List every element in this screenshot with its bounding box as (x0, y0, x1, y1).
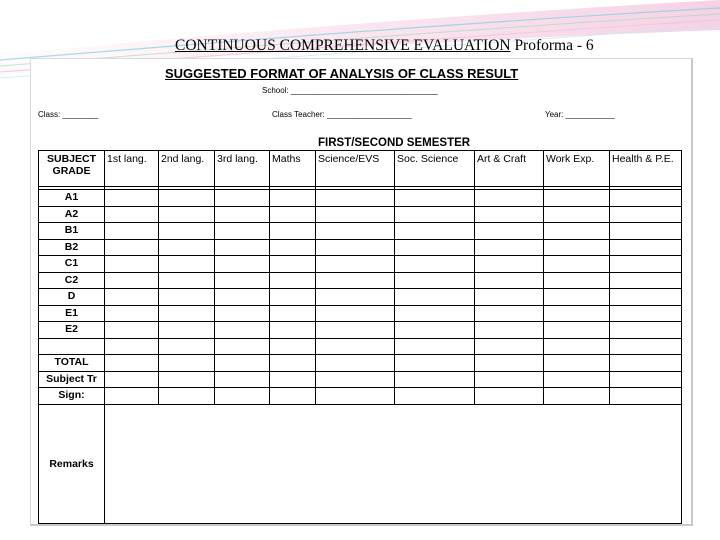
cell[interactable] (105, 256, 159, 273)
sign-row (39, 388, 682, 405)
cell[interactable] (105, 388, 159, 405)
cell[interactable] (544, 272, 610, 289)
grade-label: E1 (39, 305, 105, 322)
cell[interactable] (270, 388, 316, 405)
cell[interactable] (475, 272, 544, 289)
table-row (39, 289, 682, 306)
cell[interactable] (475, 206, 544, 223)
class-teacher-field: Class Teacher: ___________________ (272, 110, 412, 119)
cell[interactable] (544, 305, 610, 322)
cell[interactable] (270, 305, 316, 322)
cell[interactable] (610, 355, 682, 372)
cell[interactable] (159, 190, 215, 207)
total-label: TOTAL (39, 355, 105, 372)
remarks-row (39, 404, 682, 523)
spacer-row (39, 338, 682, 355)
grade-label: A1 (39, 190, 105, 207)
column-header: Soc. Science (395, 151, 475, 187)
cell[interactable] (395, 289, 475, 306)
cell[interactable] (544, 322, 610, 339)
cell[interactable] (215, 371, 270, 388)
subject-teacher-label: Subject Tr (39, 371, 105, 388)
sign-label: Sign: (39, 388, 105, 405)
cell[interactable] (159, 388, 215, 405)
grade-label: A2 (39, 206, 105, 223)
cell[interactable] (159, 272, 215, 289)
cell[interactable] (316, 289, 395, 306)
remarks-label: Remarks (39, 404, 105, 523)
cell[interactable] (544, 206, 610, 223)
table-header-row (39, 151, 682, 187)
cell[interactable] (475, 355, 544, 372)
school-field: School: _________________________________ (262, 86, 438, 95)
cell[interactable] (395, 305, 475, 322)
cell[interactable] (105, 322, 159, 339)
cell[interactable] (215, 239, 270, 256)
table-row (39, 305, 682, 322)
cell[interactable] (544, 190, 610, 207)
cell[interactable] (544, 388, 610, 405)
slide-title-suffix: Proforma - 6 (514, 37, 594, 54)
cell[interactable] (610, 371, 682, 388)
cell[interactable] (475, 322, 544, 339)
cell[interactable] (475, 371, 544, 388)
remarks-field[interactable] (105, 404, 682, 523)
cell[interactable] (105, 206, 159, 223)
cell[interactable] (270, 355, 316, 372)
cell[interactable] (105, 239, 159, 256)
column-header: 3rd lang. (215, 151, 270, 187)
cell[interactable] (215, 223, 270, 240)
cell[interactable] (215, 305, 270, 322)
cell[interactable] (270, 289, 316, 306)
cell[interactable] (105, 190, 159, 207)
class-field: Class: ________ (38, 110, 99, 119)
subject-teacher-row (39, 371, 682, 388)
cell[interactable] (395, 206, 475, 223)
cell[interactable] (159, 206, 215, 223)
cell[interactable] (215, 272, 270, 289)
cell[interactable] (316, 256, 395, 273)
cell[interactable] (105, 289, 159, 306)
cell[interactable] (610, 305, 682, 322)
cell[interactable] (475, 190, 544, 207)
cell[interactable] (159, 371, 215, 388)
cell[interactable] (610, 256, 682, 273)
grade-label: C2 (39, 272, 105, 289)
column-header: Health & P.E. (610, 151, 682, 187)
cell[interactable] (215, 190, 270, 207)
cell[interactable] (544, 256, 610, 273)
cell[interactable] (395, 355, 475, 372)
cell[interactable] (159, 239, 215, 256)
subject-grade-header (39, 151, 105, 187)
semester-heading: FIRST/SECOND SEMESTER (318, 137, 471, 149)
cell[interactable] (270, 322, 316, 339)
grade-analysis-table (38, 150, 682, 524)
cell[interactable] (316, 322, 395, 339)
cell[interactable] (159, 355, 215, 372)
column-header: Art & Craft (475, 151, 544, 187)
cell[interactable] (270, 239, 316, 256)
cell[interactable] (316, 388, 395, 405)
cell[interactable] (544, 371, 610, 388)
cell[interactable] (610, 272, 682, 289)
cell[interactable] (105, 355, 159, 372)
cell[interactable] (395, 322, 475, 339)
cell[interactable] (215, 256, 270, 273)
cell[interactable] (610, 239, 682, 256)
column-header: Work Exp. (544, 151, 610, 187)
cell[interactable] (395, 190, 475, 207)
table-row (39, 239, 682, 256)
cell[interactable] (270, 223, 316, 240)
table-row (39, 272, 682, 289)
slide-title-main: CONTINUOUS COMPREHENSIVE EVALUATION (175, 37, 511, 54)
table-row (39, 223, 682, 240)
cell[interactable] (105, 305, 159, 322)
cell[interactable] (316, 190, 395, 207)
cell[interactable] (316, 206, 395, 223)
cell[interactable] (105, 371, 159, 388)
grade-label: B2 (39, 239, 105, 256)
cell[interactable] (316, 272, 395, 289)
subject-header-label: SUBJECT (46, 153, 96, 165)
cell[interactable] (215, 355, 270, 372)
cell[interactable] (270, 256, 316, 273)
form-title: SUGGESTED FORMAT OF ANALYSIS OF CLASS RESULT (165, 66, 519, 81)
cell[interactable] (270, 371, 316, 388)
column-header: 1st lang. (105, 151, 159, 187)
year-field: Year: ___________ (545, 110, 615, 119)
cell[interactable] (316, 305, 395, 322)
cell[interactable] (610, 223, 682, 240)
cell[interactable] (475, 289, 544, 306)
cell[interactable] (395, 256, 475, 273)
cell[interactable] (544, 355, 610, 372)
cell[interactable] (475, 305, 544, 322)
cell[interactable] (475, 256, 544, 273)
cell[interactable] (270, 190, 316, 207)
cell[interactable] (270, 206, 316, 223)
cell[interactable] (475, 388, 544, 405)
cell[interactable] (316, 239, 395, 256)
cell[interactable] (159, 322, 215, 339)
cell[interactable] (395, 371, 475, 388)
cell[interactable] (215, 388, 270, 405)
column-header: Maths (270, 151, 316, 187)
table-row (39, 206, 682, 223)
cell[interactable] (395, 223, 475, 240)
cell[interactable] (316, 223, 395, 240)
cell[interactable] (316, 355, 395, 372)
cell[interactable] (316, 371, 395, 388)
cell[interactable] (159, 223, 215, 240)
cell[interactable] (105, 272, 159, 289)
cell[interactable] (544, 223, 610, 240)
cell[interactable] (215, 289, 270, 306)
grade-label: D (39, 289, 105, 306)
cell[interactable] (610, 206, 682, 223)
cell[interactable] (270, 272, 316, 289)
slide-title (175, 37, 594, 55)
cell[interactable] (610, 388, 682, 405)
table-row (39, 322, 682, 339)
cell[interactable] (215, 206, 270, 223)
table-row (39, 190, 682, 207)
grade-label: B1 (39, 223, 105, 240)
cell[interactable] (159, 256, 215, 273)
cell[interactable] (610, 289, 682, 306)
cell[interactable] (610, 190, 682, 207)
cell[interactable] (159, 305, 215, 322)
column-header: Science/EVS (316, 151, 395, 187)
cell[interactable] (159, 289, 215, 306)
total-row (39, 355, 682, 372)
cell[interactable] (215, 322, 270, 339)
cell[interactable] (395, 272, 475, 289)
column-header: 2nd lang. (159, 151, 215, 187)
cell[interactable] (544, 289, 610, 306)
grade-label: E2 (39, 322, 105, 339)
cell[interactable] (105, 223, 159, 240)
cell[interactable] (395, 388, 475, 405)
cell[interactable] (475, 239, 544, 256)
cell[interactable] (475, 223, 544, 240)
cell[interactable] (395, 239, 475, 256)
cell[interactable] (544, 239, 610, 256)
cell[interactable] (610, 322, 682, 339)
grade-label: C1 (39, 256, 105, 273)
grade-header-label: GRADE (52, 165, 91, 177)
table-row (39, 256, 682, 273)
